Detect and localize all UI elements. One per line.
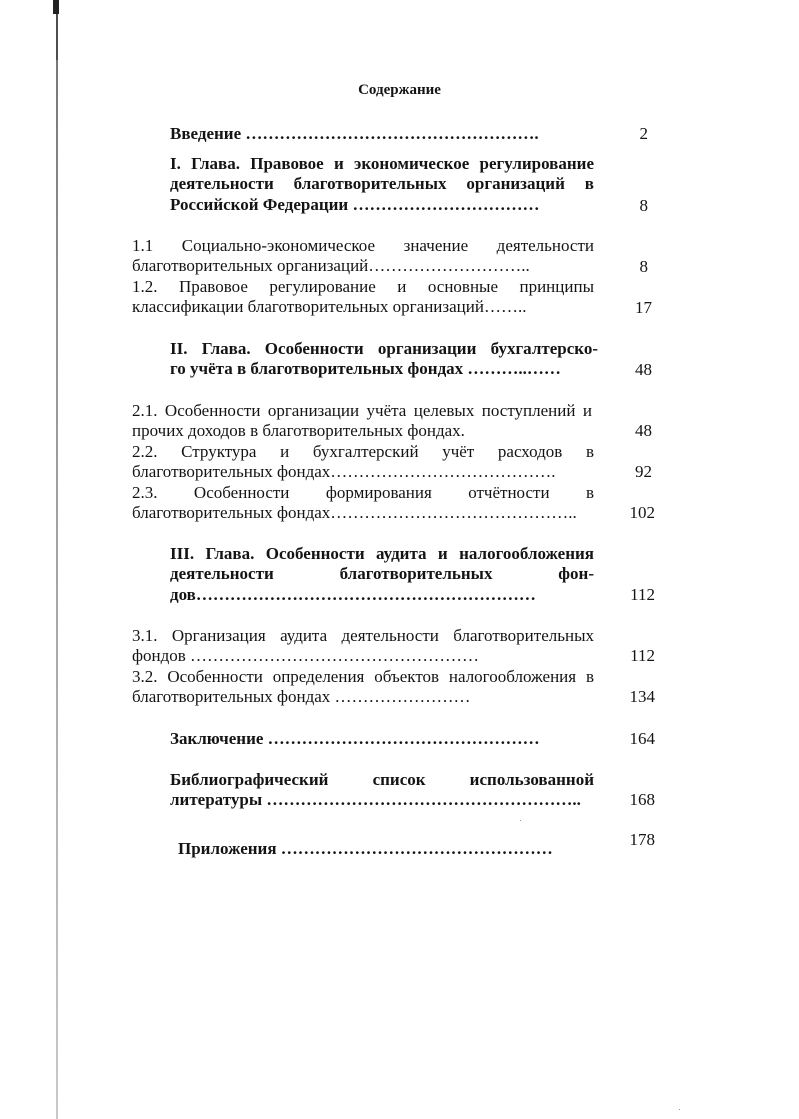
toc-entry-text: дов…………………………………………………… [170, 584, 536, 604]
toc-entry-text: III. Глава. Особенности аудита и налогообложения [170, 544, 594, 563]
toc-entry-chapter-3[interactable] [170, 544, 594, 605]
scan-speck [679, 1109, 680, 1110]
toc-entry-conclusion[interactable] [170, 729, 600, 749]
toc-page-number: 168 [629, 790, 655, 809]
toc-entry-text: 3.1. Организация аудита деятельности благотворительных фондов …………………………………………… [132, 626, 594, 666]
toc-entry-text: 1.1 Социально-экономическое значение деятельности благотворительных организаций……………………….. [132, 236, 594, 276]
toc-page-number: 164 [629, 729, 655, 748]
toc-entry-introduction[interactable] [170, 124, 600, 144]
toc-page-number: 8 [639, 196, 648, 215]
toc-entry-text: Введение ……………………………………………. [170, 124, 539, 143]
toc-page-number: 178 [629, 830, 655, 849]
toc-entry-section-3-1[interactable] [132, 626, 594, 667]
toc-page-number: 17 [635, 298, 652, 317]
toc-page-number: 48 [635, 421, 652, 440]
toc-entry-appendices[interactable] [178, 839, 602, 859]
toc-page-number: 2 [639, 124, 648, 143]
toc-entry-text: Библиографический список использованной литературы ……………………………………………….. [170, 770, 594, 810]
toc-page-number: 112 [630, 646, 655, 665]
toc-entry-section-1-1[interactable] [132, 236, 594, 277]
toc-heading: Содержание [358, 82, 441, 98]
toc-page-number: 92 [635, 462, 652, 481]
toc-entry-chapter-2[interactable] [170, 339, 598, 380]
toc-entry-section-3-2[interactable] [132, 667, 594, 708]
toc-entry-section-2-1[interactable] [132, 401, 592, 442]
toc-entry-text: деятельности благотворительных фон- [170, 564, 594, 584]
toc-entry-text: го учёта в благотворительных фондах ………..…… [170, 359, 561, 379]
toc-page-number: 48 [635, 360, 652, 379]
toc-entry-text: 1.2. Правовое регулирование и основные принципы классификации благотворительных организаций…….. [132, 277, 594, 317]
toc-entry-text: Заключение ………………………………………… [170, 729, 540, 748]
toc-entry-text: II. Глава. Особенности организации бухгалтерско- [170, 339, 598, 358]
toc-entry-text: I. Глава. Правовое и экономическое регулирование деятельности благотворительных организаций в Российской Федерации …………………………… [170, 154, 594, 214]
toc-page-number: 112 [630, 585, 655, 604]
toc-entry-bibliography[interactable] [170, 770, 594, 811]
toc-entry-text: 3.2. Особенности определения объектов налогообложения в благотворительных фондах …………………… [132, 667, 594, 707]
toc-entry-section-1-2[interactable] [132, 277, 594, 318]
scan-mark [53, 0, 59, 14]
toc-page-number: 134 [629, 687, 655, 706]
toc-entry-section-2-3[interactable] [132, 483, 594, 524]
toc-entry-section-2-2[interactable] [132, 442, 594, 483]
toc-entry-text: 2.1. Особенности организации учёта целевых поступлений и прочих доходов в благотворительных фондах. [132, 401, 592, 441]
toc-page-number: 102 [629, 503, 655, 522]
scan-speck [520, 820, 521, 821]
toc-entry-text: Приложения ………………………………………… [178, 839, 553, 858]
toc-entry-text: 2.2. Структура и бухгалтерский учёт расходов в благотворительных фондах…………………………………. [132, 442, 594, 482]
toc-entry-text: 2.3. Особенности формирования отчётности в благотворительных фондах…………………………………….. [132, 483, 594, 523]
toc-page-number: 8 [639, 257, 648, 276]
toc-entry-chapter-1[interactable] [170, 154, 594, 215]
scan-left-edge [56, 0, 58, 1119]
